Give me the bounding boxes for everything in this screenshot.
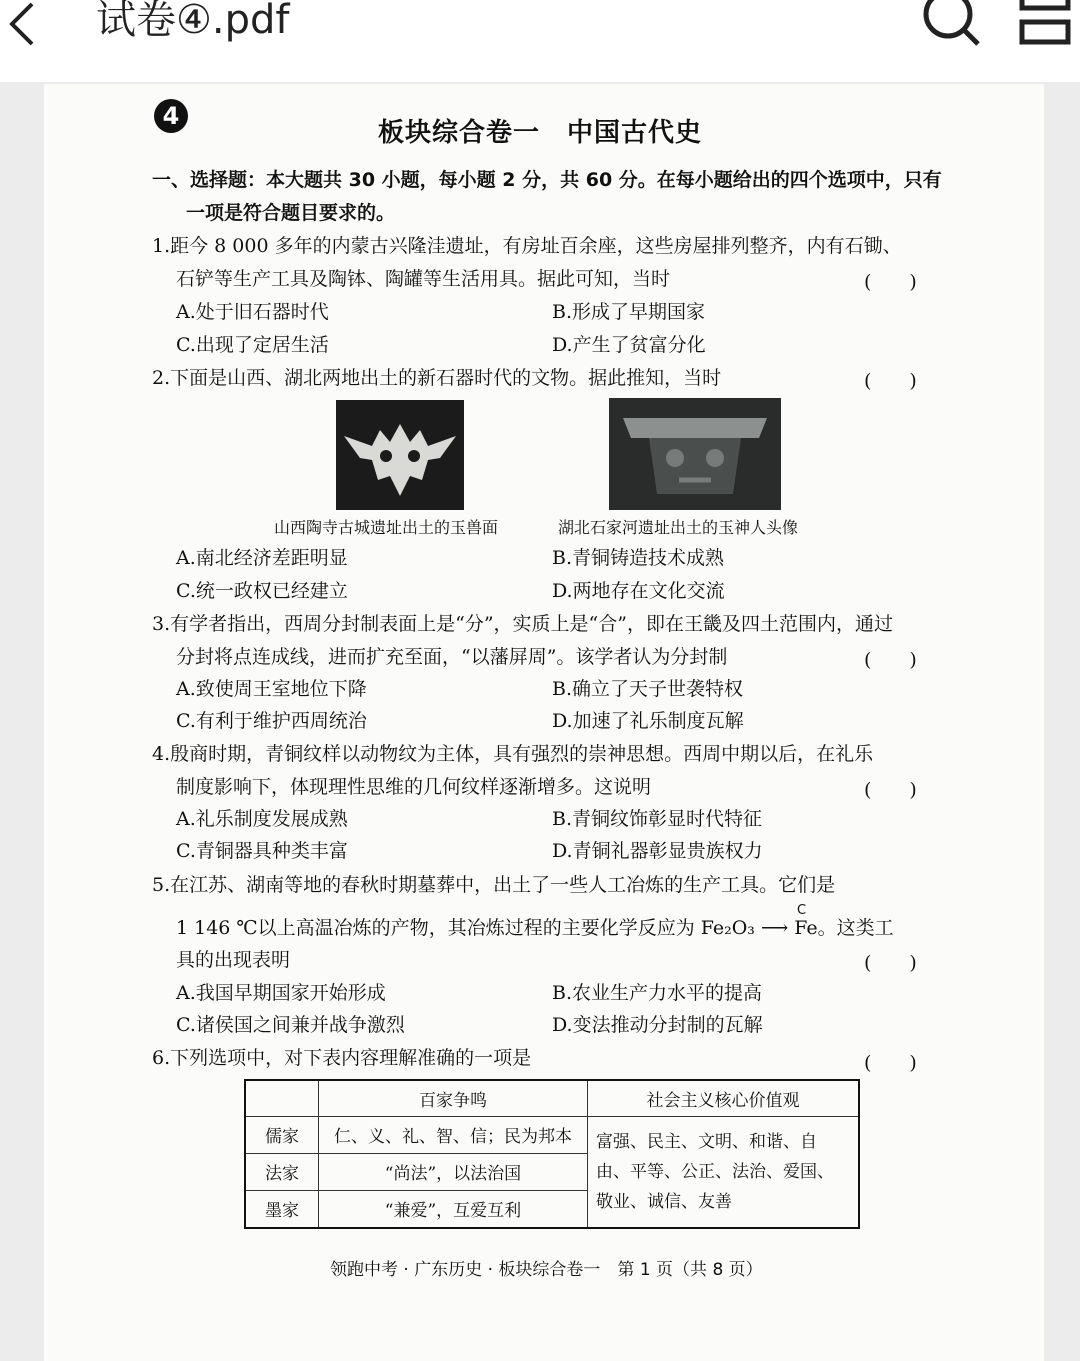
answer-parenthesis: ( )	[864, 1052, 917, 1074]
q3-option-b: B.确立了天子世袭特权	[552, 678, 744, 700]
table-header-cell: 百家争鸣	[319, 1080, 588, 1116]
back-arrow-icon[interactable]	[4, 0, 48, 54]
q5-option-d: D.变法推动分封制的瓦解	[552, 1014, 763, 1036]
question-3-text-cont: 分封将点连成线，进而扩充至面，“以藩屏周”。该学者认为分封制	[176, 646, 728, 668]
q2-option-d: D.两地存在文化交流	[552, 580, 725, 602]
q5-option-c: C.诸侯国之间兼并战争激烈	[176, 1014, 405, 1036]
paper-title: 板块综合卷一 中国古代史	[377, 118, 702, 148]
q2-option-a: A.南北经济差距明显	[176, 547, 348, 569]
q5-option-a: A.我国早期国家开始形成	[176, 982, 386, 1004]
q5-option-b: B.农业生产力水平的提高	[552, 982, 763, 1004]
page-footer: 领跑中考 · 广东历史 · 板块综合卷一 第 1 页（共 8 页）	[330, 1260, 763, 1280]
table-cell: 仁、义、礼、智、信；民为邦本	[319, 1116, 588, 1153]
table-cell: 法家	[245, 1153, 319, 1190]
question-5-text: 5.在江苏、湖南等地的春秋时期墓葬中，出土了一些人工冶炼的生产工具。它们是	[152, 874, 836, 896]
q4-option-a: A.礼乐制度发展成熟	[176, 808, 348, 830]
answer-parenthesis: ( )	[864, 271, 917, 293]
menu-icon[interactable]	[1016, 0, 1074, 50]
jade-beast-mask-image	[336, 400, 464, 510]
q2-option-c: C.统一政权已经建立	[176, 580, 348, 602]
table-header-cell: 社会主义核心价值观	[588, 1080, 860, 1116]
question-5-text-cont: 1 146 ℃以上高温冶炼的产物，其冶炼过程的主要化学反应为 Fe₂O₃ ⟶ Fe。这类工	[176, 917, 894, 939]
q2-option-b: B.青铜铸造技术成熟	[552, 547, 725, 569]
image-caption-hubei: 湖北石家河遗址出土的玉神人头像	[558, 518, 799, 537]
question-3-text: 3.有学者指出，西周分封制表面上是“分”，实质上是“合”，即在王畿及四土范围内，通过	[152, 613, 893, 635]
document-title: 试卷④.pdf	[96, 0, 290, 43]
image-caption-shanxi: 山西陶寺古城遗址出土的玉兽面	[274, 518, 499, 537]
paper-number-badge: 4	[154, 99, 188, 133]
table-cell: “尚法”，以法治国	[319, 1153, 588, 1190]
q1-option-b: B.形成了早期国家	[552, 301, 706, 323]
question-1-text: 1.距今 8 000 多年的内蒙古兴隆洼遗址，有房址百余座，这些房屋排列整齐，内有石锄、	[152, 235, 902, 257]
answer-parenthesis: ( )	[864, 779, 917, 801]
reaction-catalyst: C	[797, 903, 807, 918]
table-cell: 儒家	[245, 1116, 319, 1153]
table-corner-cell	[245, 1080, 319, 1116]
jade-human-head-image	[609, 398, 781, 510]
q4-option-d: D.青铜礼器彰显贵族权力	[552, 840, 763, 862]
q3-option-c: C.有利于维护西周统治	[176, 710, 367, 732]
question-1-text-cont: 石铲等生产工具及陶钵、陶罐等生活用具。据此可知，当时	[176, 268, 671, 290]
table-cell-values: 富强、民主、文明、和谐、自由、平等、公正、法治、爱国、敬业、诚信、友善	[588, 1116, 860, 1228]
question-2-text: 2.下面是山西、湖北两地出土的新石器时代的文物。据此推知，当时	[152, 367, 722, 389]
app-toolbar	[0, 0, 1080, 82]
question-5-text-cont2: 具的出现表明	[176, 949, 291, 971]
schools-values-table	[244, 1079, 860, 1229]
search-icon[interactable]	[920, 0, 982, 50]
q3-option-a: A.致使周王室地位下降	[176, 678, 367, 700]
answer-parenthesis: ( )	[864, 649, 917, 671]
table-cell: 墨家	[245, 1190, 319, 1228]
q3-option-d: D.加速了礼乐制度瓦解	[552, 710, 744, 732]
q4-option-b: B.青铜纹饰彰显时代特征	[552, 808, 763, 830]
table-cell: “兼爱”，互爱互利	[319, 1190, 588, 1228]
q1-option-d: D.产生了贫富分化	[552, 334, 706, 356]
answer-parenthesis: ( )	[864, 952, 917, 974]
answer-parenthesis: ( )	[864, 370, 917, 392]
section-instruction-cont: 一项是符合题目要求的。	[186, 202, 396, 224]
question-4-text-cont: 制度影响下，体现理性思维的几何纹样逐渐增多。这说明	[176, 776, 652, 798]
q1-option-c: C.出现了定居生活	[176, 334, 329, 356]
section-instruction: 一、选择题：本大题共 30 小题，每小题 2 分，共 60 分。在每小题给出的四个选项中，只有	[152, 169, 942, 191]
question-4-text: 4.殷商时期，青铜纹样以动物纹为主体，具有强烈的崇神思想。西周中期以后，在礼乐	[152, 743, 874, 765]
question-6-text: 6.下列选项中，对下表内容理解准确的一项是	[152, 1047, 532, 1069]
q4-option-c: C.青铜器具种类丰富	[176, 840, 348, 862]
q1-option-a: A.处于旧石器时代	[176, 301, 329, 323]
